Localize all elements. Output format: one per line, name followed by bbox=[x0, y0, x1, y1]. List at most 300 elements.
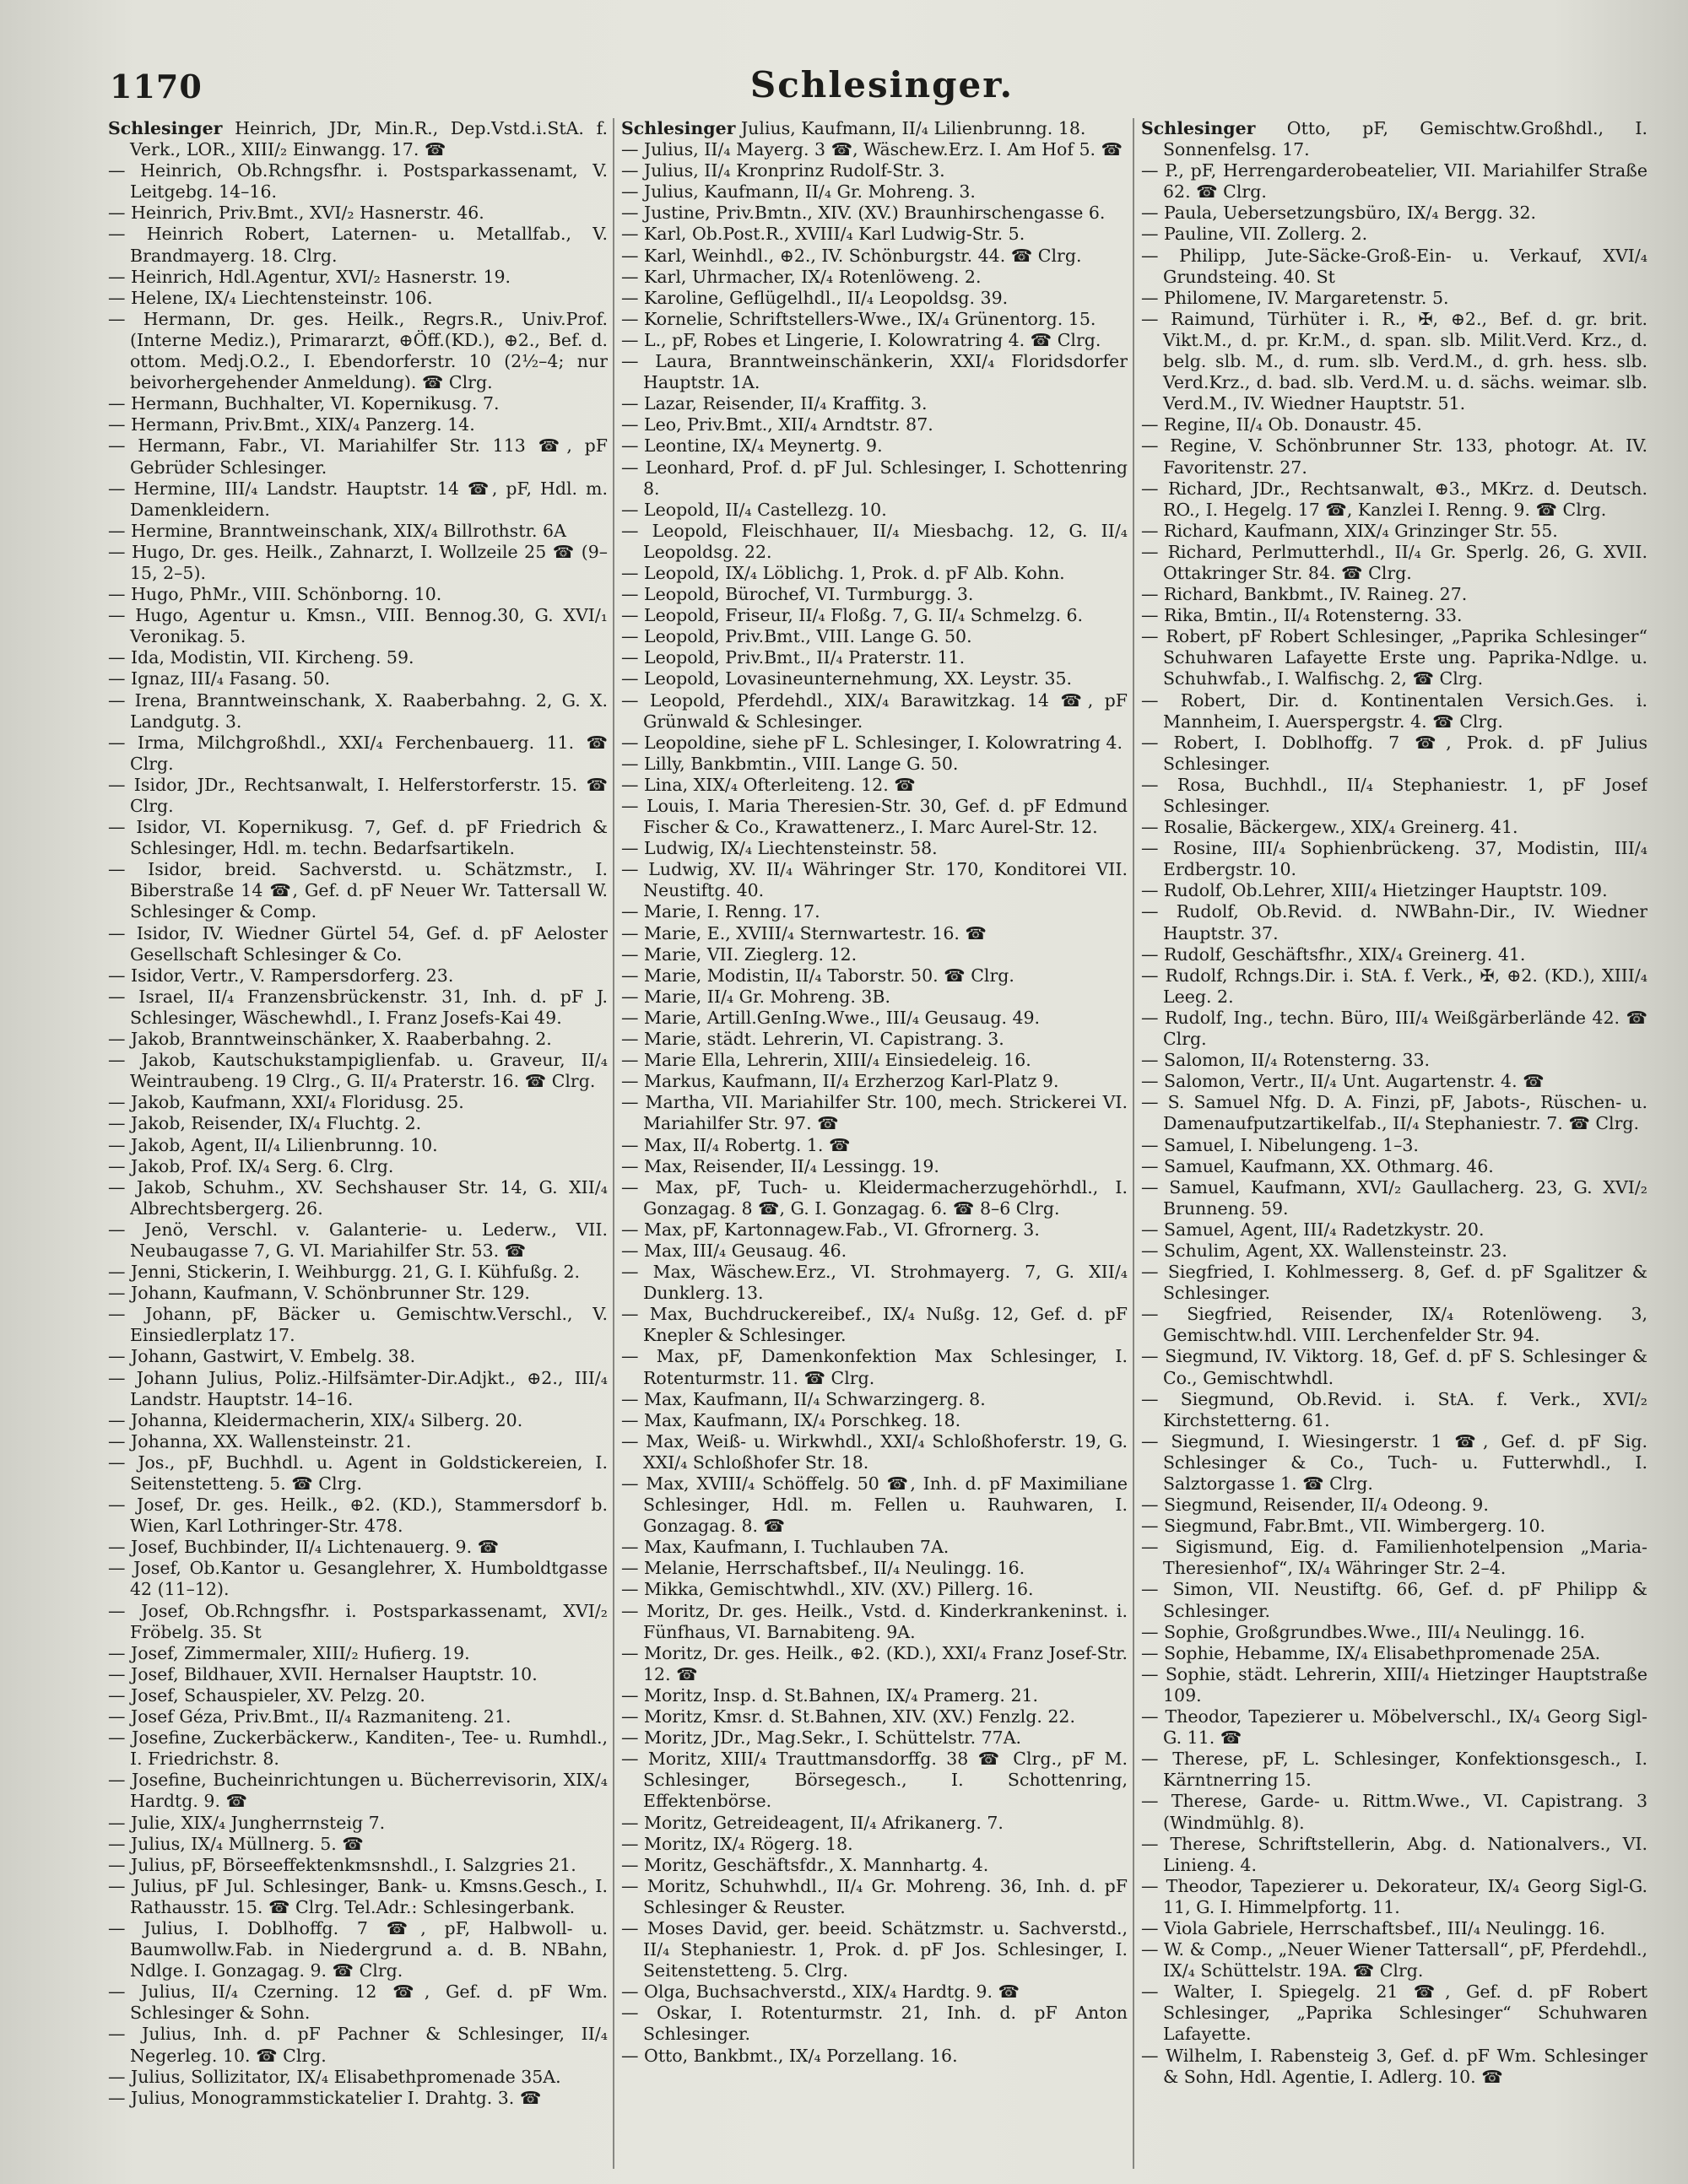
directory-entry bbox=[108, 1410, 608, 1431]
directory-entry bbox=[1141, 605, 1647, 626]
entry-text: — Regine, II/₄ Ob. Donaustr. 45. bbox=[1141, 414, 1422, 435]
directory-entry bbox=[1141, 733, 1647, 775]
entry-text: — Sophie, Hebamme, IX/₄ Elisabethpromenade 25A. bbox=[1141, 1642, 1601, 1663]
directory-entry bbox=[621, 1876, 1128, 1918]
directory-entry bbox=[621, 987, 1128, 1008]
directory-entry bbox=[1141, 584, 1647, 605]
entry-text: — Rosalie, Bäckergew., XIX/₄ Greinerg. 41. bbox=[1141, 817, 1518, 838]
directory-entry bbox=[1141, 1537, 1647, 1579]
entry-text: — Max, III/₄ Geusaug. 46. bbox=[621, 1240, 847, 1261]
entry-text: — Moritz, Dr. ges. Heilk., Vstd. d. Kinderkrankeninst. i. Fünfhaus, VI. Barnabiteng. 9A. bbox=[621, 1600, 1128, 1642]
entry-text: — Mikka, Gemischtwhdl., XIV. (XV.) Pillerg. 16. bbox=[621, 1579, 1034, 1600]
directory-entry bbox=[621, 224, 1128, 245]
entry-text: — Max, II/₄ Robertg. 1. ☎ bbox=[621, 1134, 851, 1155]
directory-entry bbox=[1141, 1706, 1647, 1749]
directory-entry bbox=[621, 1219, 1128, 1241]
entry-text: — Paula, Uebersetzungsbüro, IX/₄ Bergg. 32. bbox=[1141, 203, 1537, 224]
directory-entry bbox=[1141, 1219, 1647, 1241]
directory-entry bbox=[621, 1071, 1128, 1092]
column-divider bbox=[1133, 118, 1134, 2169]
entry-text: — Josef, Schauspieler, XV. Pelzg. 20. bbox=[108, 1684, 425, 1706]
directory-entry bbox=[621, 584, 1128, 605]
directory-entry bbox=[621, 690, 1128, 733]
directory-entry bbox=[621, 923, 1128, 944]
entry-text: — Jakob, Kautschukstampiglienfab. u. Graveur, II/₄ Weintraubeng. 19 Clrg., G. II/₄ Praterstr. 16. ☎ Clrg. bbox=[108, 1050, 608, 1092]
directory-entry bbox=[108, 1029, 608, 1050]
directory-entry bbox=[108, 733, 608, 775]
entry-text: — Leo, Priv.Bmt., XII/₄ Arndtstr. 87. bbox=[621, 414, 933, 435]
directory-entry bbox=[1141, 435, 1647, 478]
entry-text: — Jakob, Kaufmann, XXI/₄ Floridusg. 25. bbox=[108, 1092, 464, 1113]
directory-entry bbox=[621, 1918, 1128, 1981]
directory-entry bbox=[621, 309, 1128, 330]
entry-text: — Leopold, IX/₄ Löblichg. 1, Prok. d. pF Alb. Kohn. bbox=[621, 562, 1065, 583]
directory-entry bbox=[108, 1219, 608, 1262]
directory-entry bbox=[621, 1473, 1128, 1537]
entry-text: — Karl, Ob.Post.R., XVIII/₄ Karl Ludwig-Str. 5. bbox=[621, 224, 1025, 245]
directory-entry bbox=[1141, 288, 1647, 309]
entry-text: — Hermine, Branntweinschank, XIX/₄ Billrothstr. 6A bbox=[108, 520, 566, 541]
directory-entry bbox=[621, 1749, 1128, 1812]
directory-entry bbox=[621, 118, 1128, 139]
directory-entry bbox=[108, 1834, 608, 1855]
directory-entry bbox=[621, 1855, 1128, 1876]
entry-text: — Lina, XIX/₄ Ofterleiteng. 12. ☎ bbox=[621, 774, 916, 795]
entry-text: — Heinrich, Priv.Bmt., XVI/₂ Hasnerstr. 46. bbox=[108, 203, 484, 224]
directory-entry bbox=[1141, 309, 1647, 414]
directory-entry bbox=[621, 414, 1128, 435]
entry-text: — Julius, I. Doblhoffg. 7 ☎, pF, Halbwoll- u. Baumwollw.Fab. in Niedergrund a. d. B. NBahn, Ndlge. I. Gonzagag. 9. ☎ Clrg. bbox=[108, 1917, 608, 1981]
entry-text: — Kornelie, Schriftstellers-Wwe., IX/₄ Grünentorg. 15. bbox=[621, 308, 1096, 329]
directory-entry bbox=[621, 351, 1128, 393]
entry-text: — Hermann, Buchhalter, VI. Kopernikusg. 7. bbox=[108, 393, 500, 414]
directory-entry bbox=[621, 203, 1128, 224]
directory-entry bbox=[621, 2046, 1128, 2067]
directory-entry bbox=[108, 1685, 608, 1706]
entry-surname: Schlesinger bbox=[108, 118, 223, 138]
entry-text: — Regine, V. Schönbrunner Str. 133, photogr. At. IV. Favoritenstr. 27. bbox=[1141, 435, 1647, 478]
entry-text: — Samuel, Agent, III/₄ Radetzkystr. 20. bbox=[1141, 1219, 1485, 1240]
entry-text: — Walter, I. Spiegelg. 21 ☎, Gef. d. pF Robert Schlesinger, „Paprika Schlesinger“ Schuhwaren Lafayette. bbox=[1141, 1981, 1647, 2045]
entry-text: — Josef, Bildhauer, XVII. Hernalser Hauptstr. 10. bbox=[108, 1663, 538, 1684]
directory-entry bbox=[621, 944, 1128, 965]
entry-text: — Therese, pF, L. Schlesinger, Konfektionsgesch., I. Kärntnerring 15. bbox=[1141, 1749, 1647, 1791]
directory-entry bbox=[1141, 901, 1647, 943]
entry-text: — Josefine, Zuckerbäckerw., Kanditen-, Tee- u. Rumhdl., I. Friedrichstr. 8. bbox=[108, 1727, 608, 1770]
directory-entry bbox=[108, 2067, 608, 2088]
entry-text: — Max, XVIII/₄ Schöffelg. 50 ☎, Inh. d. pF Maximiliane Schlesinger, Hdl. m. Fellen u. Rauhwaren, I. Gonzagag. 8. ☎ bbox=[621, 1473, 1128, 1537]
entry-text: — Johann, Kaufmann, V. Schönbrunner Str. 129. bbox=[108, 1283, 530, 1304]
entry-text: — Max, Reisender, II/₄ Lessingg. 19. bbox=[621, 1155, 939, 1176]
entry-text: — Julius, II/₄ Czerning. 12 ☎, Gef. d. pF Wm. Schlesinger & Sohn. bbox=[108, 1981, 608, 2024]
directory-entry bbox=[621, 1029, 1128, 1050]
entry-text: — Justine, Priv.Bmtn., XIV. (XV.) Braunhirschengasse 6. bbox=[621, 203, 1106, 224]
directory-entry bbox=[1141, 203, 1647, 224]
entry-text: — Julius, II/₄ Kronprinz Rudolf-Str. 3. bbox=[621, 160, 945, 181]
directory-entry bbox=[621, 647, 1128, 668]
directory-entry bbox=[1141, 1156, 1647, 1177]
directory-entry bbox=[621, 1177, 1128, 1219]
entry-text: — Therese, Garde- u. Rittm.Wwe., VI. Capistrang. 3 (Windmühlg. 8). bbox=[1141, 1791, 1647, 1833]
directory-entry bbox=[621, 181, 1128, 203]
entry-text: — Theodor, Tapezierer u. Dekorateur, IX/₄ Georg Sigl-G. 11, G. I. Himmelpfortg. 11. bbox=[1141, 1875, 1647, 1917]
directory-entry bbox=[1141, 626, 1647, 689]
directory-entry bbox=[1141, 542, 1647, 584]
entry-text: — Julius, Inh. d. pF Pachner & Schlesinger, II/₄ Negerleg. 10. ☎ Clrg. bbox=[108, 2024, 608, 2066]
directory-entry bbox=[621, 246, 1128, 267]
entry-text: — Wilhelm, I. Rabensteig 3, Gef. d. pF Wm. Schlesinger & Sohn, Hdl. Agentie, I. Adlerg. 10. ☎ bbox=[1141, 2045, 1647, 2087]
directory-entry bbox=[108, 1770, 608, 1812]
entry-text: — Irena, Branntweinschank, X. Raaberbahng. 2, G. X. Landgutg. 3. bbox=[108, 689, 608, 732]
directory-entry bbox=[1141, 1262, 1647, 1304]
directory-entry bbox=[108, 817, 608, 859]
directory-entry bbox=[621, 288, 1128, 309]
directory-entry bbox=[108, 1431, 608, 1452]
entry-text: — Isidor, Vertr., V. Rampersdorferg. 23. bbox=[108, 965, 454, 986]
directory-entry bbox=[108, 605, 608, 647]
directory-entry bbox=[621, 1579, 1128, 1600]
entry-text: — Jenö, Verschl. v. Galanterie- u. Lederw., VII. Neubaugasse 7, G. VI. Mariahilfer Str. 53. ☎ bbox=[108, 1219, 608, 1261]
entry-text: — Jakob, Reisender, IX/₄ Fluchtg. 2. bbox=[108, 1113, 422, 1134]
directory-entry bbox=[1141, 2046, 1647, 2088]
directory-entry bbox=[108, 1135, 608, 1156]
entry-text: — Salomon, Vertr., II/₄ Unt. Augartenstr. 4. ☎ bbox=[1141, 1071, 1545, 1092]
directory-entry bbox=[108, 2024, 608, 2066]
directory-entry bbox=[621, 626, 1128, 647]
entry-text: — Marie Ella, Lehrerin, XIII/₄ Einsiedeleig. 16. bbox=[621, 1050, 1031, 1071]
entry-text: — Hermann, Fabr., VI. Mariahilfer Str. 113 ☎, pF Gebrüder Schlesinger. bbox=[108, 435, 608, 478]
directory-entry bbox=[621, 901, 1128, 922]
directory-entry bbox=[108, 160, 608, 203]
directory-entry bbox=[108, 309, 608, 393]
entry-text: — Rudolf, Ing., techn. Büro, III/₄ Weißgärberlände 42. ☎ Clrg. bbox=[1141, 1007, 1647, 1050]
directory-entry bbox=[1141, 1008, 1647, 1050]
entry-text: — Julius, Sollizitator, IX/₄ Elisabethpromenade 35A. bbox=[108, 2066, 561, 2087]
entry-text: — Hermine, III/₄ Landstr. Hauptstr. 14 ☎, pF, Hdl. m. Damenkleidern. bbox=[108, 478, 608, 520]
entry-text: — Marie, II/₄ Gr. Mohreng. 3B. bbox=[621, 986, 890, 1007]
entry-text: — Siegfried, Reisender, IX/₄ Rotenlöweng. 3, Gemischtw.hdl. VIII. Lerchenfelder Str. 94. bbox=[1141, 1304, 1647, 1346]
directory-entry bbox=[621, 267, 1128, 288]
directory-entry bbox=[621, 1389, 1128, 1410]
directory-entry bbox=[621, 1304, 1128, 1346]
entry-text: — Simon, VII. Neustiftg. 66, Gef. d. pF Philipp & Schlesinger. bbox=[1141, 1579, 1647, 1621]
entry-text: — Johann Julius, Poliz.-Hilfsämter-Dir.Adjkt., ⊕2., III/₄ Landstr. Hauptstr. 14–16. bbox=[108, 1367, 608, 1409]
directory-entry bbox=[108, 521, 608, 542]
directory-entry bbox=[108, 965, 608, 987]
entry-text: — Moritz, Getreideagent, II/₄ Afrikanerg. 7. bbox=[621, 1812, 1004, 1833]
entry-text: — Louis, I. Maria Theresien-Str. 30, Gef. d. pF Edmund Fischer & Co., Krawattenerz., I. Marc Aurel-Str. 12. bbox=[621, 796, 1128, 838]
entry-text: — Josefine, Bucheinrichtungen u. Bücherrevisorin, XIX/₄ Hardtg. 9. ☎ bbox=[108, 1770, 608, 1812]
directory-entry bbox=[108, 1495, 608, 1537]
directory-entry bbox=[621, 668, 1128, 689]
entry-text: — Jakob, Branntweinschänker, X. Raaberbahng. 2. bbox=[108, 1029, 552, 1050]
directory-entry bbox=[621, 965, 1128, 987]
directory-entry bbox=[108, 1452, 608, 1495]
entry-text: — Lazar, Reisender, II/₄ Kraffitg. 3. bbox=[621, 393, 928, 414]
entry-text: — Rudolf, Rchngs.Dir. i. StA. f. Verk., ✠, ⊕2. (KD.), XIII/₄ Leeg. 2. bbox=[1141, 965, 1647, 1007]
entry-text: — Markus, Kaufmann, II/₄ Erzherzog Karl-Platz 9. bbox=[621, 1071, 1059, 1092]
entry-text: — Isidor, JDr., Rechtsanwalt, I. Helferstorferstr. 15. ☎ Clrg. bbox=[108, 774, 608, 816]
entry-text: — Richard, JDr., Rechtsanwalt, ⊕3., MKrz. d. Deutsch. RO., I. Hegelg. 17 ☎, Kanzlei I. Renng. 9. ☎ Clrg. bbox=[1141, 478, 1647, 520]
entry-text: — Julius, Kaufmann, II/₄ Gr. Mohreng. 3. bbox=[621, 181, 976, 203]
directory-entry bbox=[621, 605, 1128, 626]
directory-entry bbox=[108, 987, 608, 1029]
directory-entry bbox=[1141, 521, 1647, 542]
entry-text: — Marie, VII. Zieglerg. 12. bbox=[621, 943, 858, 965]
directory-entry bbox=[1141, 1495, 1647, 1516]
directory-entry bbox=[621, 1241, 1128, 1262]
directory-entry bbox=[1141, 1304, 1647, 1346]
directory-entry bbox=[1141, 1981, 1647, 2045]
entry-text: — Leopold, Bürochef, VI. Turmburgg. 3. bbox=[621, 584, 974, 605]
directory-entry bbox=[108, 1283, 608, 1304]
entry-text: — Isidor, breid. Sachverstd. u. Schätzmstr., I. Biberstraße 14 ☎, Gef. d. pF Neuer Wr. Tattersall W. Schlesinger & Comp. bbox=[108, 859, 608, 922]
directory-entry bbox=[108, 288, 608, 309]
entry-text: — Moritz, Insp. d. St.Bahnen, IX/₄ Pramerg. 21. bbox=[621, 1684, 1039, 1706]
directory-entry bbox=[621, 754, 1128, 775]
directory-entry bbox=[621, 2003, 1128, 2045]
entry-text: — Samuel, I. Nibelungeng. 1–3. bbox=[1141, 1134, 1419, 1155]
entry-text: — Schulim, Agent, XX. Wallensteinstr. 23. bbox=[1141, 1240, 1507, 1261]
page-number: 1170 bbox=[110, 68, 203, 105]
directory-entry bbox=[621, 330, 1128, 351]
entry-text: — Rosa, Buchhdl., II/₄ Stephaniestr. 1, pF Josef Schlesinger. bbox=[1141, 774, 1647, 816]
entry-text: — Siegfried, I. Kohlmesserg. 8, Gef. d. pF Sgalitzer & Schlesinger. bbox=[1141, 1262, 1647, 1304]
directory-entry bbox=[108, 267, 608, 288]
entry-text: — Isidor, IV. Wiedner Gürtel 54, Gef. d. pF Aeloster Gesellschaft Schlesinger & Co. bbox=[108, 922, 608, 965]
entry-text: — Max, pF, Damenkonfektion Max Schlesinger, I. Rotenturmstr. 11. ☎ Clrg. bbox=[621, 1346, 1128, 1388]
directory-entry bbox=[108, 1156, 608, 1177]
entry-surname: Schlesinger bbox=[621, 118, 736, 138]
directory-entry bbox=[108, 203, 608, 224]
entry-text: — Marie, Artill.GenIng.Wwe., III/₄ Geusaug. 49. bbox=[621, 1007, 1041, 1028]
directory-entry bbox=[621, 1092, 1128, 1134]
entry-text: — Leopold, Pferdehdl., XIX/₄ Barawitzkag. 14 ☎, pF Grünwald & Schlesinger. bbox=[621, 689, 1128, 732]
directory-entry bbox=[108, 1558, 608, 1600]
directory-entry bbox=[108, 775, 608, 817]
entry-text: — Max, Buchdruckereibef., IX/₄ Nußg. 12, Gef. d. pF Knepler & Schlesinger. bbox=[621, 1304, 1128, 1346]
directory-entry bbox=[108, 1092, 608, 1113]
directory-entry bbox=[621, 457, 1128, 500]
directory-entry bbox=[621, 1834, 1128, 1855]
entry-text: — Sophie, städt. Lehrerin, XIII/₄ Hietzinger Hauptstraße 109. bbox=[1141, 1663, 1647, 1706]
directory-entry bbox=[108, 1262, 608, 1283]
directory-entry bbox=[1141, 1939, 1647, 1981]
directory-entry bbox=[621, 1727, 1128, 1749]
entry-text: — Lilly, Bankbmtin., VIII. Lange G. 50. bbox=[621, 753, 959, 774]
entry-text: — Jos., pF, Buchhdl. u. Agent in Goldstickereien, I. Seitenstetteng. 5. ☎ Clrg. bbox=[108, 1451, 608, 1494]
entry-text: — Hermann, Priv.Bmt., XIX/₄ Panzerg. 14. bbox=[108, 414, 475, 435]
directory-entry bbox=[1141, 1431, 1647, 1495]
directory-entry bbox=[108, 1643, 608, 1664]
directory-entry bbox=[621, 1601, 1128, 1643]
entry-text: — Max, Kaufmann, I. Tuchlauben 7A. bbox=[621, 1537, 950, 1558]
entry-text: — Samuel, Kaufmann, XVI/₂ Gaullacherg. 23, G. XVI/₂ Brunneng. 59. bbox=[1141, 1176, 1647, 1219]
directory-entry bbox=[1141, 1876, 1647, 1918]
directory-entry bbox=[108, 690, 608, 733]
directory-entry bbox=[621, 1558, 1128, 1579]
directory-entry bbox=[1141, 1918, 1647, 1939]
entry-text: — Josef, Ob.Kantor u. Gesanglehrer, X. Humboldtgasse 42 (11–12). bbox=[108, 1558, 608, 1600]
directory-entry bbox=[108, 1876, 608, 1918]
directory-entry bbox=[621, 521, 1128, 563]
entry-text: — Pauline, VII. Zollerg. 2. bbox=[1141, 224, 1368, 245]
entry-text: — Siegmund, Fabr.Bmt., VII. Wimbergerg. 10. bbox=[1141, 1516, 1546, 1537]
entry-text: — Karl, Uhrmacher, IX/₄ Rotenlöweng. 2. bbox=[621, 266, 982, 287]
entry-text: — Leontine, IX/₄ Meynertg. 9. bbox=[621, 435, 883, 457]
entry-text: — Hermann, Dr. ges. Heilk., Regrs.R., Univ.Prof. (Interne Mediz.), Primararzt, ⊕Öff.(KD.), ⊕2., Bef. d. ottom. Medj.O.2., I. Ebendorferstr. 10 (2½–4; nur beivorhergehender Anmeldung). ☎ Clrg. bbox=[108, 308, 608, 393]
entry-text: — Israel, II/₄ Franzensbrückenstr. 31, Inh. d. pF J. Schlesinger, Wäschewhdl., I. Franz Josefs-Kai 49. bbox=[108, 986, 608, 1028]
directory-entry bbox=[1141, 1834, 1647, 1876]
column-2 bbox=[621, 118, 1128, 2169]
entry-text: — Helene, IX/₄ Liechtensteinstr. 106. bbox=[108, 287, 433, 308]
entry-text: — Josef, Zimmermaler, XIII/₂ Hufierg. 19. bbox=[108, 1642, 470, 1663]
directory-entry bbox=[108, 1855, 608, 1876]
entry-text: — Moritz, Dr. ges. Heilk., ⊕2. (KD.), XXI/₄ Franz Josef-Str. 12. ☎ bbox=[621, 1642, 1128, 1684]
directory-entry bbox=[621, 393, 1128, 414]
entry-text: — Josef, Ob.Rchngsfhr. i. Postsparkassenamt, XVI/₂ Fröbelg. 35. St bbox=[108, 1600, 608, 1642]
directory-entry bbox=[108, 542, 608, 584]
entry-text: — Josef, Dr. ges. Heilk., ⊕2. (KD.), Stammersdorf b. Wien, Karl Lothringer-Str. 478. bbox=[108, 1495, 608, 1537]
entry-text: — Julius, IX/₄ Müllnerg. 5. ☎ bbox=[108, 1833, 364, 1854]
entry-text: — Moritz, IX/₄ Rögerg. 18. bbox=[621, 1833, 853, 1854]
entry-text: Julius, Kaufmann, II/₄ Lilienbrunng. 18. bbox=[740, 118, 1086, 138]
entry-text: — Siegmund, I. Wiesingerstr. 1 ☎, Gef. d. pF Sig. Schlesinger & Co., Tuch- u. Futterwhdl., I. Salztorgasse 1. ☎ Clrg. bbox=[1141, 1430, 1647, 1494]
directory-entry bbox=[1141, 1092, 1647, 1134]
directory-entry bbox=[1141, 478, 1647, 521]
entry-text: — Moritz, JDr., Mag.Sekr., I. Schüttelstr. 77A. bbox=[621, 1727, 1022, 1749]
directory-entry bbox=[1141, 1346, 1647, 1388]
entry-text: — Max, Wäschew.Erz., VI. Strohmayerg. 7, G. XII/₄ Dunklerg. 13. bbox=[621, 1262, 1128, 1304]
entry-text: — Siegmund, IV. Viktorg. 18, Gef. d. pF S. Schlesinger & Co., Gemischtwhdl. bbox=[1141, 1346, 1647, 1388]
entry-text: — L., pF, Robes et Lingerie, I. Kolowratring 4. ☎ Clrg. bbox=[621, 329, 1101, 350]
entry-text: — Hugo, Agentur u. Kmsn., VIII. Bennog.30, G. XVI/₁ Veronikag. 5. bbox=[108, 605, 608, 647]
entry-text: — Ignaz, III/₄ Fasang. 50. bbox=[108, 668, 331, 689]
entry-text: — Ludwig, IX/₄ Liechtensteinstr. 58. bbox=[621, 838, 938, 859]
directory-entry bbox=[108, 118, 608, 160]
directory-entry bbox=[621, 796, 1128, 838]
directory-entry bbox=[108, 435, 608, 478]
entry-text: — Johanna, Kleidermacherin, XIX/₄ Silberg. 20. bbox=[108, 1409, 523, 1430]
entry-text: — Marie, I. Renng. 17. bbox=[621, 901, 820, 922]
entry-text: — Leopold, II/₄ Castellezg. 10. bbox=[621, 499, 887, 520]
entry-text: — Raimund, Türhüter i. R., ✠, ⊕2., Bef. d. gr. brit. Vikt.M., d. pr. Kr.M., d. span. slb. Milit.Verd. Krz., d. belg. slb. M., d. rum. slb. Verd.M., d. grh. hess. slb. Verd.Krz., d. bad. slb. Verd.M. u. d. sächs. weimar. slb. Verd.M., IV. Wiedner Hauptstr. 51. bbox=[1141, 308, 1647, 414]
directory-entry bbox=[621, 1431, 1128, 1473]
entry-text: — Sigismund, Eig. d. Familienhotelpension „Maria-Theresienhof“, IX/₄ Währinger Str. 2–4. bbox=[1141, 1537, 1647, 1579]
entry-text: — Jenni, Stickerin, I. Weihburgg. 21, G. I. Kühfußg. 2. bbox=[108, 1262, 581, 1283]
directory-entry bbox=[108, 414, 608, 435]
directory-entry bbox=[621, 1135, 1128, 1156]
directory-entry bbox=[108, 1177, 608, 1219]
directory-entry bbox=[621, 859, 1128, 901]
directory-entry bbox=[621, 1050, 1128, 1071]
entry-text: — Marie, Modistin, II/₄ Taborstr. 50. ☎ Clrg. bbox=[621, 965, 1014, 986]
directory-entry bbox=[621, 1537, 1128, 1558]
entry-text: — Viola Gabriele, Herrschaftsbef., III/₄ Neulingg. 16. bbox=[1141, 1917, 1606, 1938]
entry-text: — Samuel, Kaufmann, XX. Othmarg. 46. bbox=[1141, 1155, 1494, 1176]
entry-text: — Rudolf, Geschäftsfhr., XIX/₄ Greinerg. 41. bbox=[1141, 943, 1526, 965]
directory-entry bbox=[1141, 118, 1647, 160]
directory-entry bbox=[108, 647, 608, 668]
entry-text: — Sophie, Großgrundbes.Wwe., III/₄ Neulingg. 16. bbox=[1141, 1621, 1586, 1642]
entry-text: — Moses David, ger. beeid. Schätzmstr. u. Sachverstd., II/₄ Stephaniestr. 1, Prok. d. pF Jos. Schlesinger, I. Seitenstetteng. 5. Clrg. bbox=[621, 1917, 1128, 1981]
entry-text: — Therese, Schriftstellerin, Abg. d. Nationalvers., VI. Linieng. 4. bbox=[1141, 1833, 1647, 1875]
directory-entry bbox=[621, 435, 1128, 457]
entry-text: — Heinrich, Ob.Rchngsfhr. i. Postsparkassenamt, V. Leitgebg. 14–16. bbox=[108, 160, 608, 203]
directory-entry bbox=[108, 584, 608, 605]
entry-text: — Hugo, Dr. ges. Heilk., Zahnarzt, I. Wollzeile 25 ☎ (9–15, 2–5). bbox=[108, 541, 608, 583]
directory-entry bbox=[108, 1664, 608, 1685]
directory-entry bbox=[621, 500, 1128, 521]
page-header bbox=[110, 59, 1654, 110]
entry-text: — Heinrich, Hdl.Agentur, XVI/₂ Hasnerstr. 19. bbox=[108, 266, 511, 287]
entry-text: — Leopold, Fleischhauer, II/₄ Miesbachg. 12, G. II/₄ Leopoldsg. 22. bbox=[621, 520, 1128, 562]
directory-entry bbox=[621, 1981, 1128, 2003]
entry-text: — Ludwig, XV. II/₄ Währinger Str. 170, Konditorei VII. Neustiftg. 40. bbox=[621, 859, 1128, 901]
directory-entry bbox=[108, 1113, 608, 1134]
entry-text: — Julius, pF Jul. Schlesinger, Bank- u. Kmsns.Gesch., I. Rathausstr. 15. ☎ Clrg. Tel.Adr.: Schlesingerbank. bbox=[108, 1875, 608, 1917]
entry-text: — Philomene, IV. Margaretenstr. 5. bbox=[1141, 287, 1449, 308]
entry-text: — Leonhard, Prof. d. pF Jul. Schlesinger, I. Schottenring 8. bbox=[621, 457, 1128, 499]
directory-entry bbox=[108, 2088, 608, 2109]
entry-text: — Max, Kaufmann, II/₄ Schwarzingerg. 8. bbox=[621, 1388, 986, 1409]
entry-text: — Melanie, Herrschaftsbef., II/₄ Neulingg. 16. bbox=[621, 1558, 1025, 1579]
directory-entry bbox=[108, 224, 608, 266]
directory-entry bbox=[621, 1008, 1128, 1029]
directory-entry bbox=[1141, 880, 1647, 901]
directory-entry bbox=[621, 563, 1128, 584]
directory-entry bbox=[1141, 1622, 1647, 1643]
entry-text: — Leopold, Priv.Bmt., II/₄ Praterstr. 11. bbox=[621, 647, 966, 668]
directory-entry bbox=[108, 1918, 608, 1981]
entry-text: — Rudolf, Ob.Revid. d. NWBahn-Dir., IV. Wiedner Hauptstr. 37. bbox=[1141, 901, 1647, 943]
page-title: Schlesinger. bbox=[749, 64, 1014, 105]
entry-text: — Robert, pF Robert Schlesinger, „Paprika Schlesinger“ Schuhwaren Lafayette Erste ung. Paprika-Ndlge. u. Schuhwfab., I. Walfischg. 2, ☎ Clrg. bbox=[1141, 626, 1647, 689]
entry-text: — Richard, Bankbmt., IV. Raineg. 27. bbox=[1141, 584, 1468, 605]
directory-entry bbox=[1141, 965, 1647, 1008]
entry-text: — Jakob, Agent, II/₄ Lilienbrunng. 10. bbox=[108, 1134, 438, 1155]
directory-entry bbox=[108, 859, 608, 922]
entry-text: — Max, pF, Tuch- u. Kleidermacherzugehörhdl., I. Gonzagag. 8 ☎, G. I. Gonzagag. 6. ☎ 8–6 Clrg. bbox=[621, 1176, 1128, 1219]
directory-entry bbox=[108, 923, 608, 965]
entry-text: — P., pF, Herrengarderobeatelier, VII. Mariahilfer Straße 62. ☎ Clrg. bbox=[1141, 160, 1647, 203]
directory-entry bbox=[1141, 690, 1647, 733]
entry-text: — Karl, Weinhdl., ⊕2., IV. Schönburgstr. 44. ☎ Clrg. bbox=[621, 245, 1082, 266]
directory-entry bbox=[1141, 1241, 1647, 1262]
directory-entry bbox=[108, 1304, 608, 1346]
column-divider bbox=[613, 118, 614, 2169]
entry-text: — S. Samuel Nfg. D. A. Finzi, pF, Jabots-, Rüschen- u. Damenaufputzartikelfab., II/₄ Stephaniestr. 7. ☎ Clrg. bbox=[1141, 1092, 1647, 1134]
entry-text: — Olga, Buchsachverstd., XIX/₄ Hardtg. 9. ☎ bbox=[621, 1981, 1020, 2003]
directory-entry bbox=[1141, 1749, 1647, 1791]
entry-text: — Josef Géza, Priv.Bmt., II/₄ Razmaniteng. 21. bbox=[108, 1706, 511, 1727]
directory-entry bbox=[108, 1601, 608, 1643]
directory-entry bbox=[108, 1727, 608, 1770]
directory-entry bbox=[621, 1685, 1128, 1706]
directory-entry bbox=[1141, 775, 1647, 817]
entry-text: — Robert, I. Doblhoffg. 7 ☎, Prok. d. pF Julius Schlesinger. bbox=[1141, 732, 1647, 774]
entry-text: — Hugo, PhMr., VIII. Schönborng. 10. bbox=[108, 584, 442, 605]
directory-entry bbox=[108, 1981, 608, 2024]
directory-entry bbox=[1141, 1071, 1647, 1092]
directory-entry bbox=[621, 160, 1128, 181]
entry-text: — Julie, XIX/₄ Jungherrnsteig 7. bbox=[108, 1812, 386, 1833]
entry-surname: Schlesinger bbox=[1141, 118, 1256, 138]
entry-text: — Otto, Bankbmt., IX/₄ Porzellang. 16. bbox=[621, 2045, 958, 2066]
columns-container bbox=[108, 118, 1661, 2169]
directory-entry bbox=[108, 668, 608, 689]
directory-entry bbox=[621, 1410, 1128, 1431]
